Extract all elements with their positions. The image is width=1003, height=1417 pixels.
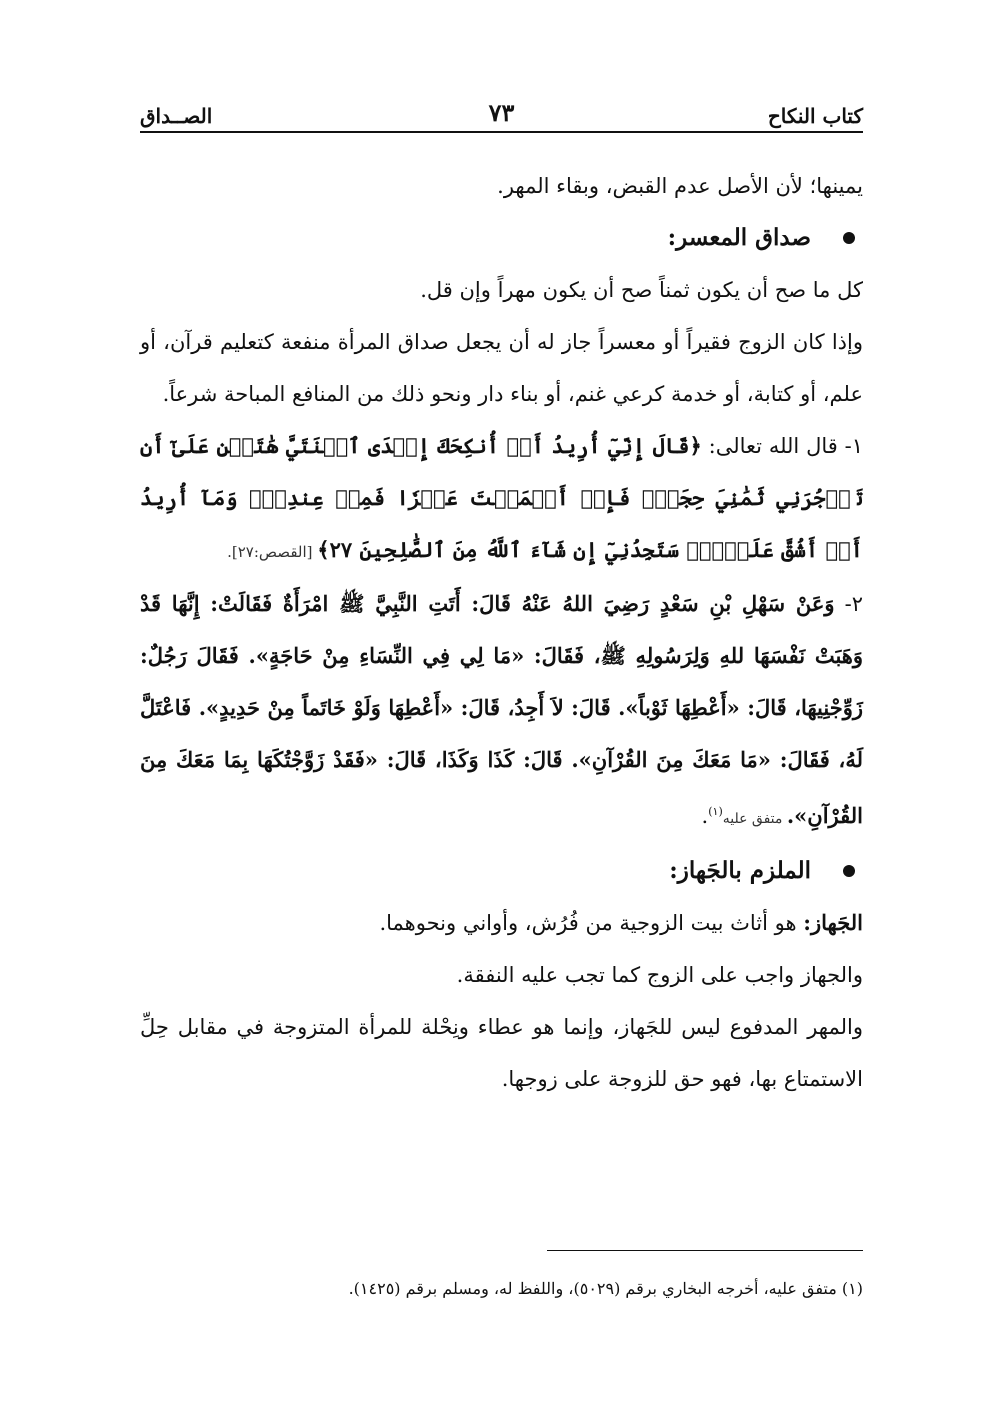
heading-text: صداق المعسر: — [667, 224, 811, 251]
definition-text: هو أثاث بيت الزوجية من فُرُش، وأواني ونحوهما. — [379, 911, 804, 935]
verse-reference: [القصص:٢٧]. — [227, 543, 318, 561]
paragraph-1: يمينها؛ لأن الأصل عدم القبض، وبقاء المهر. — [497, 174, 863, 198]
hadith-source: متفق عليه — [722, 811, 787, 827]
item-number: ١- — [837, 434, 864, 458]
evidence-item-2 — [140, 578, 863, 845]
item-end: . — [701, 804, 709, 828]
footnote-marker[interactable]: (١) — [708, 805, 723, 818]
paragraph-6: والمهر المدفوع ليس للجَهاز، وإنما هو عطاء ونِحْلة للمرأة المتزوجة في مقابل حِلِّ الاستمتاع بها، فهو حق للزوجة على زوجها. — [140, 1015, 863, 1091]
item-number: ٢- — [834, 592, 863, 616]
paragraph-3: وإذا كان الزوج فقيراً أو معسراً جاز له أن يجعل صداق المرأة منفعة كتعليم قرآن، أو علم، أو كتابة، أو خدمة كرعي غنم، أو بناء دار ونحو ذلك من المنافع المباحة شرعاً. — [140, 330, 863, 406]
header-page-number: ٧٣ — [488, 98, 515, 127]
header-book-title: كتاب النكاح — [767, 104, 863, 128]
page-body — [140, 160, 863, 1105]
bullet-icon — [843, 865, 855, 877]
evidence-item-1 — [140, 420, 863, 578]
footnote: (١) متفق عليه، أخرجه البخاري برقم (٥٠٢٩)، واللفظ له، ومسلم برقم (١٤٢٥). — [348, 1279, 863, 1298]
hadith-text: وَعَنْ سَهْلِ بْنِ سَعْدٍ رَضِيَ اللهُ عَنْهُ قَالَ: أَتَتِ النَّبِيَّ ﷺ امْرَأَةٌ فَقَالَتْ: إِنَّهَا قَدْ وَهَبَتْ نَفْسَهَا للهِ وَلِرَسُولِهِ ﷺ، فَقَالَ: «مَا لِي فِي النِّسَاءِ مِنْ حَاجَةٍ». فَقَالَ رَجُلٌ: زَوِّجْنِيهَا، قَالَ: «أَعْطِهَا ثَوْباً». قَالَ: لاَ أَجِدُ، قَالَ: «أَعْطِهَا وَلَوْ خَاتَماً مِنْ حَدِيدٍ». فَاعْتَلَّ لَهُ، فَقَالَ: «مَا مَعَكَ مِنَ القُرْآنِ». قَالَ: كَذَا وَكَذَا، قَالَ: «فَقَدْ زَوَّجْتُكَهَا بِمَا مَعَكَ مِنَ القُرْآنِ». — [140, 591, 863, 828]
paragraph-2: كل ما صح أن يكون ثمناً صح أن يكون مهراً وإن قل. — [420, 278, 863, 302]
bullet-icon — [843, 232, 855, 244]
item-intro: قال الله تعالى: — [701, 434, 838, 458]
header-chapter-title: الصــداق — [140, 104, 213, 128]
header-divider — [140, 131, 863, 133]
section-heading-trousseau — [140, 845, 863, 897]
section-heading-insolvent-dowry — [140, 212, 863, 264]
page-header — [140, 96, 863, 136]
defined-term: الجَهاز: — [803, 910, 863, 935]
quran-verse: ﴿قَالَ إِنِّيٓ أُرِيدُ أَنۡ أُنكِحَكَ إِحۡدَى ٱبۡنَتَيَّ هَٰتَيۡنِ عَلَىٰٓ أَن تَأۡجُرَنِي ثَمَٰنِيَ حِجَجٖۖ فَإِنۡ أَتۡمَمۡتَ عَشۡرٗا فَمِنۡ عِندِكَۖ وَمَآ أُرِيدُ أَنۡ أَشُقَّ عَلَيۡكَۚ سَتَجِدُنِيٓ إِن شَآءَ ٱللَّهُ مِنَ ٱلصَّٰلِحِينَ ٢٧﴾ — [140, 433, 863, 562]
paragraph-5: والجهاز واجب على الزوج كما تجب عليه النفقة. — [456, 963, 863, 987]
heading-text: الملزم بالجَهاز: — [669, 857, 811, 884]
footnote-divider — [547, 1250, 863, 1251]
paragraph-4 — [140, 897, 863, 949]
